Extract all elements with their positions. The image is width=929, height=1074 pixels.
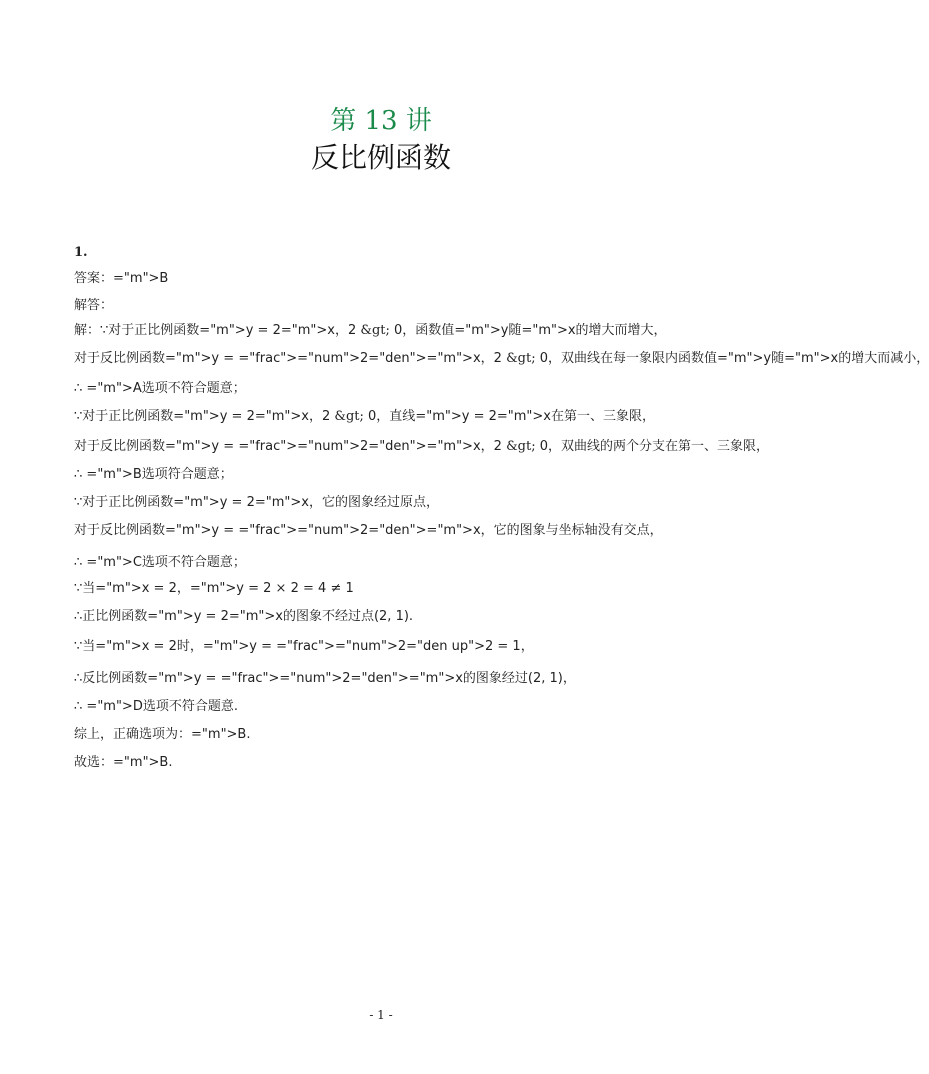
solution-line: ∴ ="m">B选项符合题意； [74, 467, 233, 482]
page-title: 反比例函数 [310, 141, 451, 174]
solution-line: 对于反比例函数="m">y = ="frac">="num">2="den">="m">x，2 &gt; 0，双曲线在每一象限内函数值="m">y随="m">x的增大而减小， [74, 351, 929, 366]
question-number: 1. [74, 245, 88, 260]
solution-line: 对于反比例函数="m">y = ="frac">="num">2="den">="m">x，2 &gt; 0，双曲线的两个分支在第一、三象限， [74, 439, 769, 454]
solution-line: ∵对于正比例函数="m">y = 2="m">x，它的图象经过原点， [74, 495, 439, 510]
lesson-number: 第 13 讲 [330, 106, 432, 136]
solution-line: ∴反比例函数="m">y = ="frac">="num">2="den">="m">x的图象经过(2, 1)， [74, 671, 576, 686]
solution-line: 解：∵对于正比例函数="m">y = 2="m">x，2 &gt; 0，函数值="m">y随="m">x的增大而增大， [74, 323, 667, 338]
solution-line: ∵当="m">x = 2时，="m">y = ="frac">="num">2="den up">2 = 1， [74, 639, 534, 654]
solution-line: ∴ ="m">A选项不符合题意； [74, 381, 246, 396]
solution-line: ∵对于正比例函数="m">y = 2="m">x，2 &gt; 0，直线="m">y = 2="m">x在第一、三象限， [74, 409, 655, 424]
solution-line: ∴正比例函数="m">y = 2="m">x的图象不经过点(2, 1). [74, 609, 414, 624]
solution-line: ∵当="m">x = 2，="m">y = 2 × 2 = 4 ≠ 1 [74, 581, 354, 596]
solution-line: ∴ ="m">D选项不符合题意. [74, 699, 238, 714]
solution-line: 综上，正确选项为：="m">B. [74, 727, 251, 742]
solution-line: ∴ ="m">C选项不符合题意； [74, 555, 246, 570]
solution-line: 对于反比例函数="m">y = ="frac">="num">2="den">="m">x，它的图象与坐标轴没有交点， [74, 523, 663, 538]
solution-line: 答案：="m">B [74, 271, 169, 286]
page-number: - 1 - [369, 1008, 393, 1022]
solution-line: 解答： [74, 298, 114, 313]
solution-line: 故选：="m">B. [74, 755, 173, 770]
